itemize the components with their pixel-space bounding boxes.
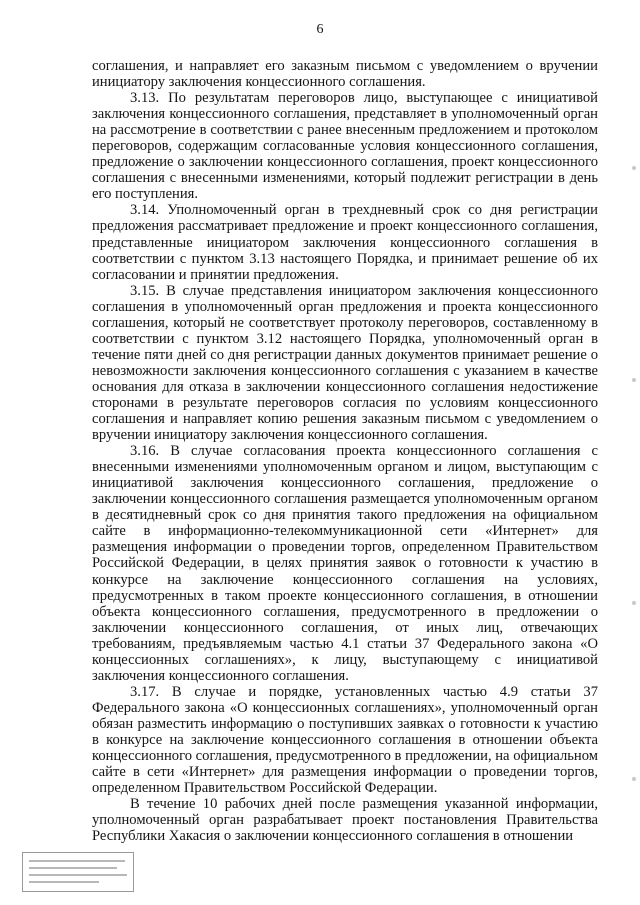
paragraph-3-14: 3.14. Уполномоченный орган в трехдневный срок со дня регистрации предложения рассматривает предложение и проект концессионного соглашения, представленные инициатором заключения концессионного соглашения в соответствии с пунктом 3.13 настоящего Порядка, и принимает решение об их согласовании и принятии предложения. xyxy=(92,202,598,283)
scan-artifact xyxy=(632,166,636,170)
paragraph-3-13: 3.13. По результатам переговоров лицо, выступающее с инициативой заключения концессионного соглашения, представляет в уполномоченный орган на рассмотрение в соответствии с ранее внесенным предложением и протоколом переговоров, содержащим согласованные условия концессионного соглашения, предложение о заключении концессионного соглашения, проект концессионного соглашения с внесенными изменениями, который подлежит регистрации в день его поступления. xyxy=(92,90,598,203)
paragraph-3-15: 3.15. В случае представления инициатором заключения концессионного соглашения в уполномоченный орган предложения и проекта концессионного соглашения, который не соответствует протоколу переговоров, составленному в соответствии с пунктом 3.12 настоящего Порядка, уполномоченный орган в течение пяти дней со дня регистрации данных документов принимает решение о невозможности заключения концессионного соглашения с указанием в качестве основания для отказа в заключении концессионного соглашения недостижение сторонами в результате переговоров согласия по условиям концессионного соглашения и направляет копию решения заказным письмом с уведомлением о вручении инициатору заключения концессионного соглашения. xyxy=(92,282,598,444)
registration-stamp xyxy=(22,852,134,892)
scan-artifact xyxy=(632,601,636,605)
document-body xyxy=(92,58,598,844)
page-number: 6 xyxy=(316,22,324,37)
scan-artifact xyxy=(632,378,636,382)
paragraph-final: В течение 10 рабочих дней после размещения указанной информации, уполномоченный орган разрабатывает проект постановления Правительства Республики Хакасия о заключении концессионного соглашения в отношении xyxy=(92,796,598,845)
paragraph-3-17: 3.17. В случае и порядке, установленных частью 4.9 статьи 37 Федерального закона «О концессионных соглашениях», уполномоченный орган обязан разместить информацию о поступивших заявках о готовности к участию в конкурсе на заключение концессионного соглашения в отношении объекта концессионного соглашения, предусмотренного в предложении, на официальном сайте в сети «Интернет» для размещения информации о проведении торгов, определенном Правительством Российской Федерации. xyxy=(92,683,598,797)
paragraph-3-16: 3.16. В случае согласования проекта концессионного соглашения с внесенными изменениями уполномоченным органом и лицом, выступающим с инициативой заключения концессионного соглашения, предложение о заключении концессионного соглашения размещается уполномоченным органом в десятидневный срок со дня принятия такого предложения на официальном сайте в информационно-телекоммуникационной сети «Интернет» для размещения информации о проведении торгов, определенном Правительством Российской Федерации, в целях принятия заявок о готовности к участию в конкурсе на заключение концессионного соглашения на условиях, предусмотренных в таком проекте концессионного соглашения, в отношении объекта концессионного соглашения, предусмотренного в предложении о заключении концессионного соглашения, от иных лиц, отвечающих требованиям, предъявляемым частью 4.1 статьи 37 Федерального закона «О концессионных соглашениях», к лицу, выступающему с инициативой заключения концессионного соглашения. xyxy=(92,443,598,684)
scan-artifact xyxy=(632,777,636,781)
paragraph-continuation: соглашения, и направляет его заказным письмом с уведомлением о вручении инициатору заключения концессионного соглашения. xyxy=(92,58,598,91)
